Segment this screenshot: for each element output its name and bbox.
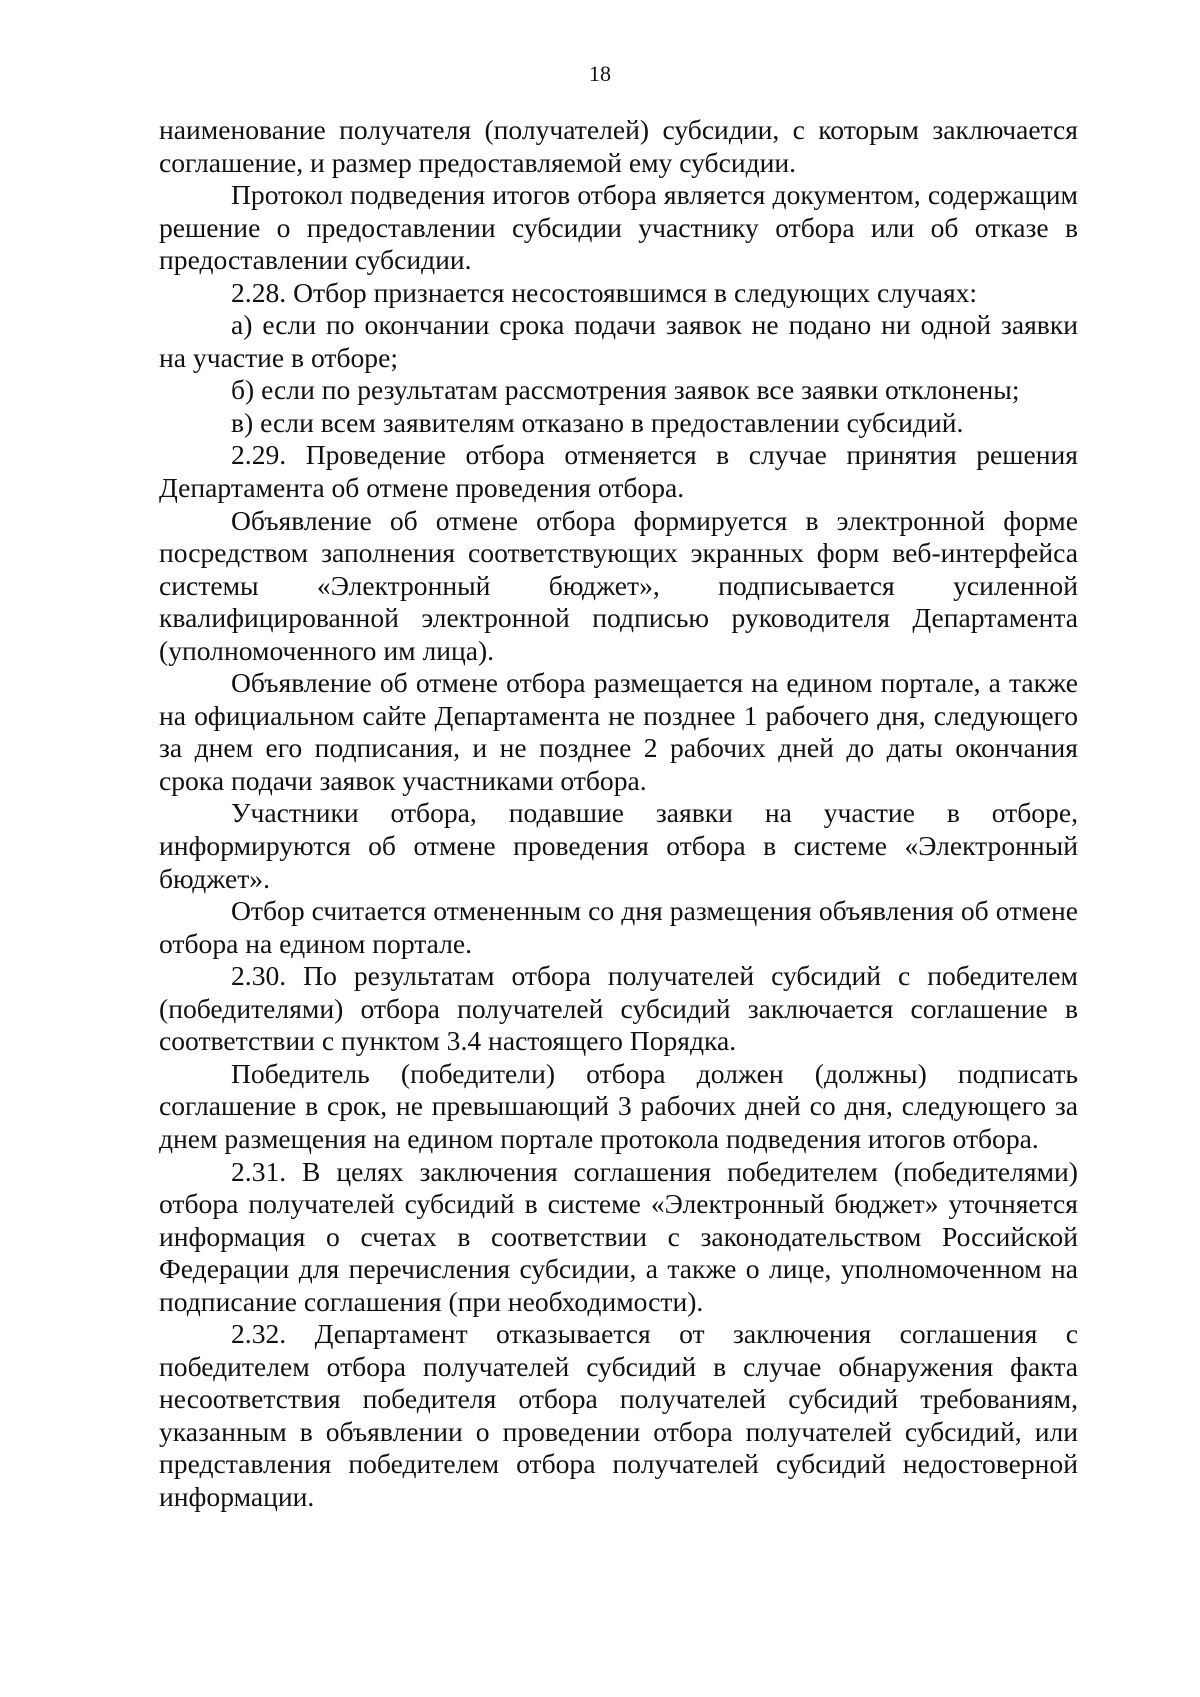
paragraph-clause-2-30: 2.30. По результатам отбора получателей субсидий с победителем (победителями) отбора получателей субсидий заключается соглашение в соответствии с пунктом 3.4 настоящего Порядка. (159, 960, 1078, 1057)
paragraph-item-a: а) если по окончании срока подачи заявок не подано ни одной заявки на участие в отборе; (159, 309, 1078, 373)
paragraph: Объявление об отмене отбора размещается на едином портале, а также на официальном сайте Департамента не позднее 1 рабочего дня, следующего за днем его подписания, и не позднее 2 рабочих дней до даты окончания срока подачи заявок участниками отбора. (159, 667, 1078, 796)
paragraph: Победитель (победители) отбора должен (должны) подписать соглашение в срок, не превышающий 3 рабочих дней со дня, следующего за днем размещения на едином портале протокола подведения итогов отбора. (159, 1057, 1078, 1154)
paragraph: Объявление об отмене отбора формируется в электронной форме посредством заполнения соответствующих экранных форм веб-интерфейса системы «Электронный бюджет», подписывается усиленной квалифицированной электронной подписью руководителя Департамента (уполномоченного им лица). (159, 504, 1078, 666)
page-number: 18 (589, 61, 611, 86)
paragraph-item-b: б) если по результатам рассмотрения заявок все заявки отклонены; (231, 374, 1020, 406)
paragraph: Протокол подведения итогов отбора является документом, содержащим решение о предоставлении субсидии участнику отбора или об отказе в предоставлении субсидии. (159, 179, 1078, 276)
document-body (159, 114, 1078, 1514)
paragraph-clause-2-32: 2.32. Департамент отказывается от заключения соглашения с победителем отбора получателей субсидий в случае обнаружения факта несоответствия победителя отбора получателей субсидий требованиям, указанным в объявлении о проведении отбора получателей субсидий, или представления победителем отбора получателей субсидий недостоверной информации. (159, 1318, 1078, 1512)
paragraph: Участники отбора, подавшие заявки на участие в отборе, информируются об отмене проведения отбора в системе «Электронный бюджет». (159, 797, 1078, 894)
paragraph-item-v: в) если всем заявителям отказано в предоставлении субсидий. (231, 406, 964, 438)
paragraph-continuation: наименование получателя (получателей) субсидии, с которым заключается соглашение, и размер предоставляемой ему субсидии. (159, 114, 1078, 178)
paragraph-clause-2-31: 2.31. В целях заключения соглашения победителем (победителями) отбора получателей субсидий в системе «Электронный бюджет» уточняется информация о счетах в соответствии с законодательством Российской Федерации для перечисления субсидии, а также о лице, уполномоченном на подписание соглашения (при необходимости). (159, 1155, 1078, 1317)
paragraph: Отбор считается отмененным со дня размещения объявления об отмене отбора на едином портале. (159, 895, 1078, 959)
paragraph-clause-2-28: 2.28. Отбор признается несостоявшимся в следующих случаях: (231, 276, 978, 308)
paragraph-clause-2-29: 2.29. Проведение отбора отменяется в случае принятия решения Департамента об отмене проведения отбора. (159, 439, 1078, 504)
